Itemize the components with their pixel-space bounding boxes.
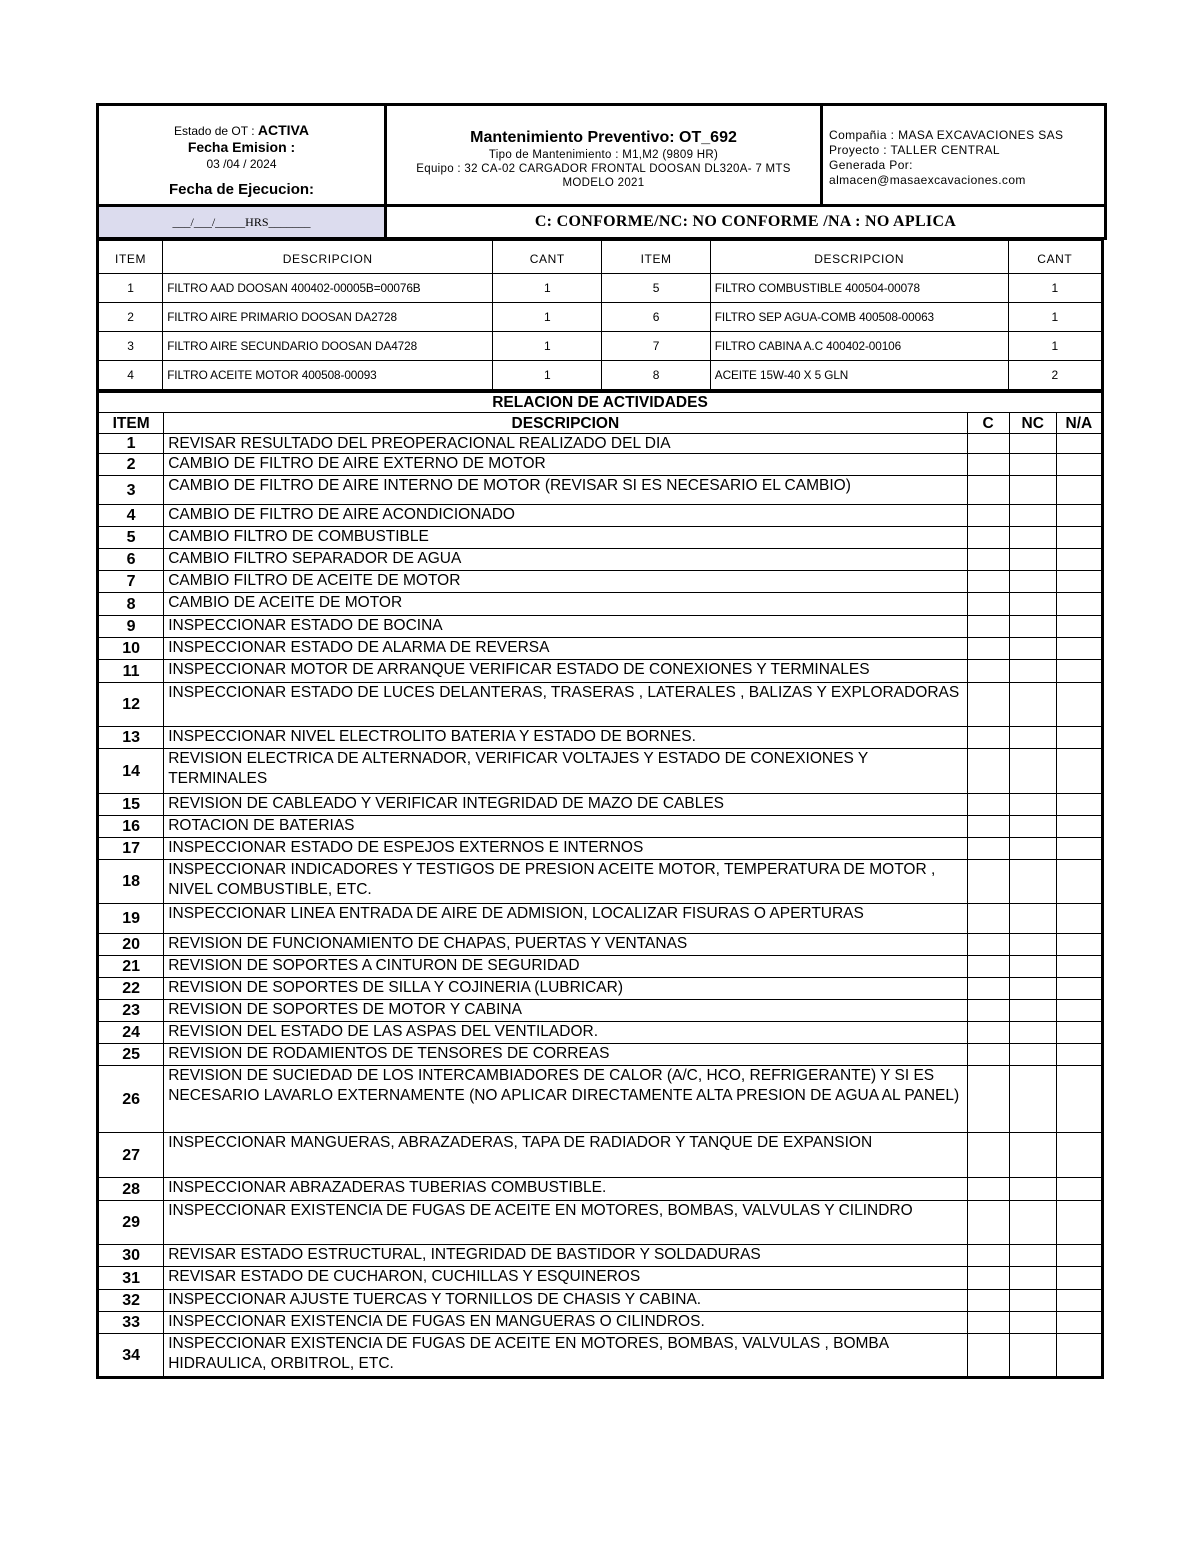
execution-date-field[interactable]: ___/___/_____HRS_______: [98, 206, 386, 239]
activity-description: REVISION DE RODAMIENTOS DE TENSORES DE CORREAS: [164, 1044, 967, 1066]
activity-row: [98, 1022, 1103, 1044]
col-header: ITEM: [98, 413, 164, 434]
nc-checkbox-cell[interactable]: [1009, 1022, 1056, 1044]
col-header: ITEM: [98, 241, 163, 274]
activities-title-row: [98, 392, 1103, 413]
c-checkbox-cell[interactable]: [967, 1201, 1009, 1245]
activity-row: [98, 454, 1103, 476]
activity-item: 32: [98, 1290, 164, 1312]
nc-checkbox-cell[interactable]: [1009, 1178, 1056, 1201]
nc-checkbox-cell[interactable]: [1009, 505, 1056, 527]
activity-row: [98, 794, 1103, 816]
activity-row: [98, 1201, 1103, 1245]
col-header: NC: [1009, 413, 1056, 434]
na-checkbox-cell[interactable]: [1056, 1267, 1102, 1290]
material-description: FILTRO COMBUSTIBLE 400504-00078: [710, 274, 1008, 303]
na-checkbox-cell[interactable]: [1056, 1022, 1102, 1044]
fecha-emision-label: Fecha Emision :: [187, 139, 296, 155]
material-description: FILTRO AIRE PRIMARIO DOOSAN DA2728: [163, 303, 493, 332]
activity-row: [98, 1334, 1103, 1378]
col-header: C: [967, 413, 1009, 434]
activity-row: [98, 956, 1103, 978]
activity-item: 34: [98, 1334, 164, 1378]
c-checkbox-cell[interactable]: [967, 593, 1009, 616]
na-checkbox-cell[interactable]: [1056, 660, 1102, 683]
activity-item: 20: [98, 934, 164, 956]
nc-checkbox-cell[interactable]: [1009, 794, 1056, 816]
activity-item: 24: [98, 1022, 164, 1044]
c-checkbox-cell[interactable]: [967, 1044, 1009, 1066]
activity-description: INSPECCIONAR EXISTENCIA DE FUGAS EN MANGUERAS O CILINDROS.: [164, 1312, 967, 1334]
c-checkbox-cell[interactable]: [967, 1290, 1009, 1312]
activity-row: [98, 860, 1103, 904]
na-checkbox-cell[interactable]: [1056, 593, 1102, 616]
activity-row: [98, 1245, 1103, 1267]
c-checkbox-cell[interactable]: [967, 1334, 1009, 1378]
activity-row: [98, 1066, 1103, 1133]
material-item: 5: [602, 274, 710, 303]
c-checkbox-cell[interactable]: [967, 1178, 1009, 1201]
c-checkbox-cell[interactable]: [967, 1245, 1009, 1267]
activity-description: CAMBIO FILTRO SEPARADOR DE AGUA: [164, 549, 967, 571]
nc-checkbox-cell[interactable]: [1009, 1334, 1056, 1378]
material-row: [98, 274, 1103, 303]
material-description: FILTRO AAD DOOSAN 400402-00005B=00076B: [163, 274, 493, 303]
activity-description: REVISION ELECTRICA DE ALTERNADOR, VERIFICAR VOLTAJES Y ESTADO DE CONEXIONES Y TERMINALES: [164, 749, 967, 794]
fecha-ejecucion-label: Fecha de Ejecucion:: [168, 181, 315, 198]
material-description: FILTRO CABINA A.C 400402-00106: [710, 332, 1008, 361]
na-checkbox-cell[interactable]: [1056, 816, 1102, 838]
activity-description: REVISAR RESULTADO DEL PREOPERACIONAL REALIZADO DEL DIA: [164, 434, 967, 454]
na-checkbox-cell[interactable]: [1056, 1290, 1102, 1312]
materials-table: [96, 240, 1104, 390]
col-header: N/A: [1056, 413, 1102, 434]
conformity-legend: C: CONFORME/NC: NO CONFORME /NA : NO APLICA: [386, 206, 1106, 239]
modelo: MODELO 2021: [562, 177, 645, 189]
title-cell: [386, 105, 822, 206]
nc-checkbox-cell[interactable]: [1009, 571, 1056, 593]
nc-checkbox-cell[interactable]: [1009, 476, 1056, 505]
activity-row: [98, 727, 1103, 749]
activity-item: 9: [98, 616, 164, 638]
activities-table: [96, 390, 1104, 1379]
activity-row: [98, 904, 1103, 934]
activity-description: INSPECCIONAR ESTADO DE BOCINA: [164, 616, 967, 638]
na-checkbox-cell[interactable]: [1056, 1133, 1102, 1178]
nc-checkbox-cell[interactable]: [1009, 934, 1056, 956]
c-checkbox-cell[interactable]: [967, 1267, 1009, 1290]
na-checkbox-cell[interactable]: [1056, 727, 1102, 749]
activities-title: RELACION DE ACTIVIDADES: [98, 392, 1103, 413]
c-checkbox-cell[interactable]: [967, 956, 1009, 978]
proyecto: Proyecto : TALLER CENTRAL: [829, 143, 1000, 157]
na-checkbox-cell[interactable]: [1056, 638, 1102, 660]
activity-item: 5: [98, 527, 164, 549]
activity-item: 28: [98, 1178, 164, 1201]
generada-label: Generada Por:: [829, 158, 913, 172]
activity-item: 25: [98, 1044, 164, 1066]
activity-row: [98, 549, 1103, 571]
material-item: 8: [602, 361, 710, 390]
nc-checkbox-cell[interactable]: [1009, 434, 1056, 454]
activity-row: [98, 505, 1103, 527]
material-item: 1: [98, 274, 163, 303]
nc-checkbox-cell[interactable]: [1009, 683, 1056, 727]
activity-row: [98, 638, 1103, 660]
activity-item: 13: [98, 727, 164, 749]
nc-checkbox-cell[interactable]: [1009, 978, 1056, 1000]
activity-description: REVISION DE SOPORTES DE SILLA Y COJINERIA (LUBRICAR): [164, 978, 967, 1000]
estado-value: ACTIVA: [257, 122, 309, 138]
activity-row: [98, 749, 1103, 794]
activity-item: 27: [98, 1133, 164, 1178]
material-description: ACEITE 15W-40 X 5 GLN: [710, 361, 1008, 390]
na-checkbox-cell[interactable]: [1056, 794, 1102, 816]
material-item: 6: [602, 303, 710, 332]
material-item: 2: [98, 303, 163, 332]
activity-item: 8: [98, 593, 164, 616]
nc-checkbox-cell[interactable]: [1009, 816, 1056, 838]
nc-checkbox-cell[interactable]: [1009, 1312, 1056, 1334]
c-checkbox-cell[interactable]: [967, 571, 1009, 593]
activity-item: 17: [98, 838, 164, 860]
material-item: 7: [602, 332, 710, 361]
activity-description: CAMBIO DE FILTRO DE AIRE INTERNO DE MOTOR (REVISAR SI ES NECESARIO EL CAMBIO): [164, 476, 967, 505]
c-checkbox-cell[interactable]: [967, 816, 1009, 838]
nc-checkbox-cell[interactable]: [1009, 1245, 1056, 1267]
activity-row: [98, 838, 1103, 860]
activity-description: INSPECCIONAR ABRAZADERAS TUBERIAS COMBUSTIBLE.: [164, 1178, 967, 1201]
material-item: 4: [98, 361, 163, 390]
nc-checkbox-cell[interactable]: [1009, 660, 1056, 683]
activity-row: [98, 434, 1103, 454]
nc-checkbox-cell[interactable]: [1009, 727, 1056, 749]
c-checkbox-cell[interactable]: [967, 454, 1009, 476]
nc-checkbox-cell[interactable]: [1009, 1290, 1056, 1312]
na-checkbox-cell[interactable]: [1056, 505, 1102, 527]
activity-description: REVISION DE FUNCIONAMIENTO DE CHAPAS, PUERTAS Y VENTANAS: [164, 934, 967, 956]
na-checkbox-cell[interactable]: [1056, 1044, 1102, 1066]
activity-description: CAMBIO DE ACEITE DE MOTOR: [164, 593, 967, 616]
materials-header-row: [98, 241, 1103, 274]
c-checkbox-cell[interactable]: [967, 1022, 1009, 1044]
material-row: [98, 361, 1103, 390]
c-checkbox-cell[interactable]: [967, 616, 1009, 638]
activity-row: [98, 1133, 1103, 1178]
activity-row: [98, 527, 1103, 549]
nc-checkbox-cell[interactable]: [1009, 593, 1056, 616]
activity-row: [98, 683, 1103, 727]
nc-checkbox-cell[interactable]: [1009, 1267, 1056, 1290]
fecha-emision-value: 03 /04 / 2024: [206, 157, 277, 171]
activity-description: REVISION DEL ESTADO DE LAS ASPAS DEL VENTILADOR.: [164, 1022, 967, 1044]
activity-description: INSPECCIONAR ESTADO DE LUCES DELANTERAS, TRASERAS , LATERALES , BALIZAS Y EXPLORADORAS: [164, 683, 967, 727]
activity-item: 1: [98, 434, 164, 454]
tipo-mantenimiento: Tipo de Mantenimiento : M1,M2 (9809 HR): [488, 149, 719, 161]
na-checkbox-cell[interactable]: [1056, 749, 1102, 794]
activity-description: CAMBIO DE FILTRO DE AIRE ACONDICIONADO: [164, 505, 967, 527]
activity-item: 22: [98, 978, 164, 1000]
nc-checkbox-cell[interactable]: [1009, 454, 1056, 476]
activity-description: INSPECCIONAR AJUSTE TUERCAS Y TORNILLOS DE CHASIS Y CABINA.: [164, 1290, 967, 1312]
maintenance-form: [96, 103, 1104, 1379]
na-checkbox-cell[interactable]: [1056, 1178, 1102, 1201]
activity-item: 6: [98, 549, 164, 571]
equipo: Equipo : 32 CA-02 CARGADOR FRONTAL DOOSAN DL320A- 7 MTS: [416, 163, 791, 175]
na-checkbox-cell[interactable]: [1056, 527, 1102, 549]
na-checkbox-cell[interactable]: [1056, 860, 1102, 904]
na-checkbox-cell[interactable]: [1056, 978, 1102, 1000]
c-checkbox-cell[interactable]: [967, 505, 1009, 527]
activity-item: 15: [98, 794, 164, 816]
c-checkbox-cell[interactable]: [967, 683, 1009, 727]
nc-checkbox-cell[interactable]: [1009, 527, 1056, 549]
na-checkbox-cell[interactable]: [1056, 1000, 1102, 1022]
activity-row: [98, 1312, 1103, 1334]
activity-row: [98, 616, 1103, 638]
nc-checkbox-cell[interactable]: [1009, 956, 1056, 978]
activity-item: 7: [98, 571, 164, 593]
estado-label: Estado de OT :: [174, 124, 255, 138]
nc-checkbox-cell[interactable]: [1009, 1133, 1056, 1178]
material-row: [98, 303, 1103, 332]
nc-checkbox-cell[interactable]: [1009, 1201, 1056, 1245]
nc-checkbox-cell[interactable]: [1009, 838, 1056, 860]
col-header: CANT: [1008, 241, 1102, 274]
c-checkbox-cell[interactable]: [967, 1133, 1009, 1178]
na-checkbox-cell[interactable]: [1056, 683, 1102, 727]
activity-description: INSPECCIONAR EXISTENCIA DE FUGAS DE ACEITE EN MOTORES, BOMBAS, VALVULAS , BOMBA HIDRAULICA, ORBITROL, ETC.: [164, 1334, 967, 1378]
activity-description: REVISION DE SOPORTES A CINTURON DE SEGURIDAD: [164, 956, 967, 978]
material-quantity: 1: [1008, 303, 1102, 332]
activities-header-row: [98, 413, 1103, 434]
na-checkbox-cell[interactable]: [1056, 549, 1102, 571]
c-checkbox-cell[interactable]: [967, 860, 1009, 904]
col-header: DESCRIPCION: [164, 413, 967, 434]
c-checkbox-cell[interactable]: [967, 1312, 1009, 1334]
na-checkbox-cell[interactable]: [1056, 616, 1102, 638]
activity-item: 19: [98, 904, 164, 934]
activity-item: 2: [98, 454, 164, 476]
c-checkbox-cell[interactable]: [967, 527, 1009, 549]
activity-description: CAMBIO FILTRO DE COMBUSTIBLE: [164, 527, 967, 549]
col-header: CANT: [493, 241, 602, 274]
nc-checkbox-cell[interactable]: [1009, 638, 1056, 660]
activity-row: [98, 571, 1103, 593]
c-checkbox-cell[interactable]: [967, 660, 1009, 683]
activity-row: [98, 1044, 1103, 1066]
nc-checkbox-cell[interactable]: [1009, 1000, 1056, 1022]
activity-item: 16: [98, 816, 164, 838]
activity-description: REVISION DE CABLEADO Y VERIFICAR INTEGRIDAD DE MAZO DE CABLES: [164, 794, 967, 816]
activity-description: INSPECCIONAR EXISTENCIA DE FUGAS DE ACEITE EN MOTORES, BOMBAS, VALVULAS Y CILINDRO: [164, 1201, 967, 1245]
activity-row: [98, 1000, 1103, 1022]
activity-row: [98, 978, 1103, 1000]
activity-description: CAMBIO FILTRO DE ACEITE DE MOTOR: [164, 571, 967, 593]
material-quantity: 1: [493, 332, 602, 361]
activity-row: [98, 1178, 1103, 1201]
na-checkbox-cell[interactable]: [1056, 476, 1102, 505]
material-quantity: 1: [1008, 332, 1102, 361]
c-checkbox-cell[interactable]: [967, 1000, 1009, 1022]
page-title: Mantenimiento Preventivo: OT_692: [470, 129, 737, 146]
material-quantity: 1: [493, 274, 602, 303]
activity-row: [98, 1290, 1103, 1312]
material-description: FILTRO ACEITE MOTOR 400508-00093: [163, 361, 493, 390]
generada-email: almacen@masaexcavaciones.com: [829, 173, 1026, 187]
activity-row: [98, 476, 1103, 505]
nc-checkbox-cell[interactable]: [1009, 1066, 1056, 1133]
activity-description: REVISION DE SUCIEDAD DE LOS INTERCAMBIADORES DE CALOR (A/C, HCO, REFRIGERANTE) Y SI ES NECESARIO LAVARLO EXTERNAMENTE (NO APLICAR DIRECTAMENTE ALTA PRESION DE AGUA AL PANEL): [164, 1066, 967, 1133]
activity-item: 3: [98, 476, 164, 505]
activity-item: 12: [98, 683, 164, 727]
na-checkbox-cell[interactable]: [1056, 434, 1102, 454]
nc-checkbox-cell[interactable]: [1009, 1044, 1056, 1066]
activity-item: 31: [98, 1267, 164, 1290]
nc-checkbox-cell[interactable]: [1009, 549, 1056, 571]
na-checkbox-cell[interactable]: [1056, 1334, 1102, 1378]
activity-description: ROTACION DE BATERIAS: [164, 816, 967, 838]
col-header: DESCRIPCION: [710, 241, 1008, 274]
activity-description: INSPECCIONAR NIVEL ELECTROLITO BATERIA Y ESTADO DE BORNES.: [164, 727, 967, 749]
na-checkbox-cell[interactable]: [1056, 934, 1102, 956]
c-checkbox-cell[interactable]: [967, 727, 1009, 749]
activity-item: 23: [98, 1000, 164, 1022]
material-description: FILTRO AIRE SECUNDARIO DOOSAN DA4728: [163, 332, 493, 361]
na-checkbox-cell[interactable]: [1056, 571, 1102, 593]
activity-description: INSPECCIONAR INDICADORES Y TESTIGOS DE PRESION ACEITE MOTOR, TEMPERATURA DE MOTOR , NIVEL COMBUSTIBLE, ETC.: [164, 860, 967, 904]
activity-description: REVISION DE SOPORTES DE MOTOR Y CABINA: [164, 1000, 967, 1022]
material-quantity: 1: [493, 303, 602, 332]
activity-description: INSPECCIONAR ESTADO DE ALARMA DE REVERSA: [164, 638, 967, 660]
c-checkbox-cell[interactable]: [967, 549, 1009, 571]
activity-item: 29: [98, 1201, 164, 1245]
activity-description: CAMBIO DE FILTRO DE AIRE EXTERNO DE MOTOR: [164, 454, 967, 476]
c-checkbox-cell[interactable]: [967, 978, 1009, 1000]
header-table: [96, 103, 1107, 240]
activity-description: REVISAR ESTADO DE CUCHARON, CUCHILLAS Y ESQUINEROS: [164, 1267, 967, 1290]
c-checkbox-cell[interactable]: [967, 794, 1009, 816]
activity-description: INSPECCIONAR MANGUERAS, ABRAZADERAS, TAPA DE RADIADOR Y TANQUE DE EXPANSION: [164, 1133, 967, 1178]
compania: Compañia : MASA EXCAVACIONES SAS: [829, 128, 1064, 142]
activity-row: [98, 593, 1103, 616]
na-checkbox-cell[interactable]: [1056, 904, 1102, 934]
col-header: ITEM: [602, 241, 710, 274]
na-checkbox-cell[interactable]: [1056, 454, 1102, 476]
nc-checkbox-cell[interactable]: [1009, 860, 1056, 904]
activity-description: INSPECCIONAR LINEA ENTRADA DE AIRE DE ADMISION, LOCALIZAR FISURAS O APERTURAS: [164, 904, 967, 934]
nc-checkbox-cell[interactable]: [1009, 904, 1056, 934]
activity-row: [98, 660, 1103, 683]
activity-row: [98, 1267, 1103, 1290]
c-checkbox-cell[interactable]: [967, 904, 1009, 934]
status-cell: [98, 105, 386, 206]
activity-item: 4: [98, 505, 164, 527]
c-checkbox-cell[interactable]: [967, 638, 1009, 660]
activity-item: 14: [98, 749, 164, 794]
activity-item: 33: [98, 1312, 164, 1334]
c-checkbox-cell[interactable]: [967, 838, 1009, 860]
c-checkbox-cell[interactable]: [967, 1066, 1009, 1133]
na-checkbox-cell[interactable]: [1056, 1245, 1102, 1267]
activity-item: 11: [98, 660, 164, 683]
na-checkbox-cell[interactable]: [1056, 956, 1102, 978]
na-checkbox-cell[interactable]: [1056, 1066, 1102, 1133]
material-item: 3: [98, 332, 163, 361]
nc-checkbox-cell[interactable]: [1009, 616, 1056, 638]
activity-row: [98, 816, 1103, 838]
material-quantity: 1: [1008, 274, 1102, 303]
activity-item: 26: [98, 1066, 164, 1133]
material-quantity: 1: [493, 361, 602, 390]
company-cell: [822, 105, 1106, 206]
col-header: DESCRIPCION: [163, 241, 493, 274]
activity-description: INSPECCIONAR ESTADO DE ESPEJOS EXTERNOS E INTERNOS: [164, 838, 967, 860]
activity-description: REVISAR ESTADO ESTRUCTURAL, INTEGRIDAD DE BASTIDOR Y SOLDADURAS: [164, 1245, 967, 1267]
na-checkbox-cell[interactable]: [1056, 1312, 1102, 1334]
material-quantity: 2: [1008, 361, 1102, 390]
c-checkbox-cell[interactable]: [967, 934, 1009, 956]
activity-item: 10: [98, 638, 164, 660]
c-checkbox-cell[interactable]: [967, 476, 1009, 505]
activity-item: 21: [98, 956, 164, 978]
activity-item: 18: [98, 860, 164, 904]
c-checkbox-cell[interactable]: [967, 749, 1009, 794]
activity-item: 30: [98, 1245, 164, 1267]
activity-row: [98, 934, 1103, 956]
material-description: FILTRO SEP AGUA-COMB 400508-00063: [710, 303, 1008, 332]
na-checkbox-cell[interactable]: [1056, 1201, 1102, 1245]
nc-checkbox-cell[interactable]: [1009, 749, 1056, 794]
material-row: [98, 332, 1103, 361]
na-checkbox-cell[interactable]: [1056, 838, 1102, 860]
c-checkbox-cell[interactable]: [967, 434, 1009, 454]
activity-description: INSPECCIONAR MOTOR DE ARRANQUE VERIFICAR ESTADO DE CONEXIONES Y TERMINALES: [164, 660, 967, 683]
